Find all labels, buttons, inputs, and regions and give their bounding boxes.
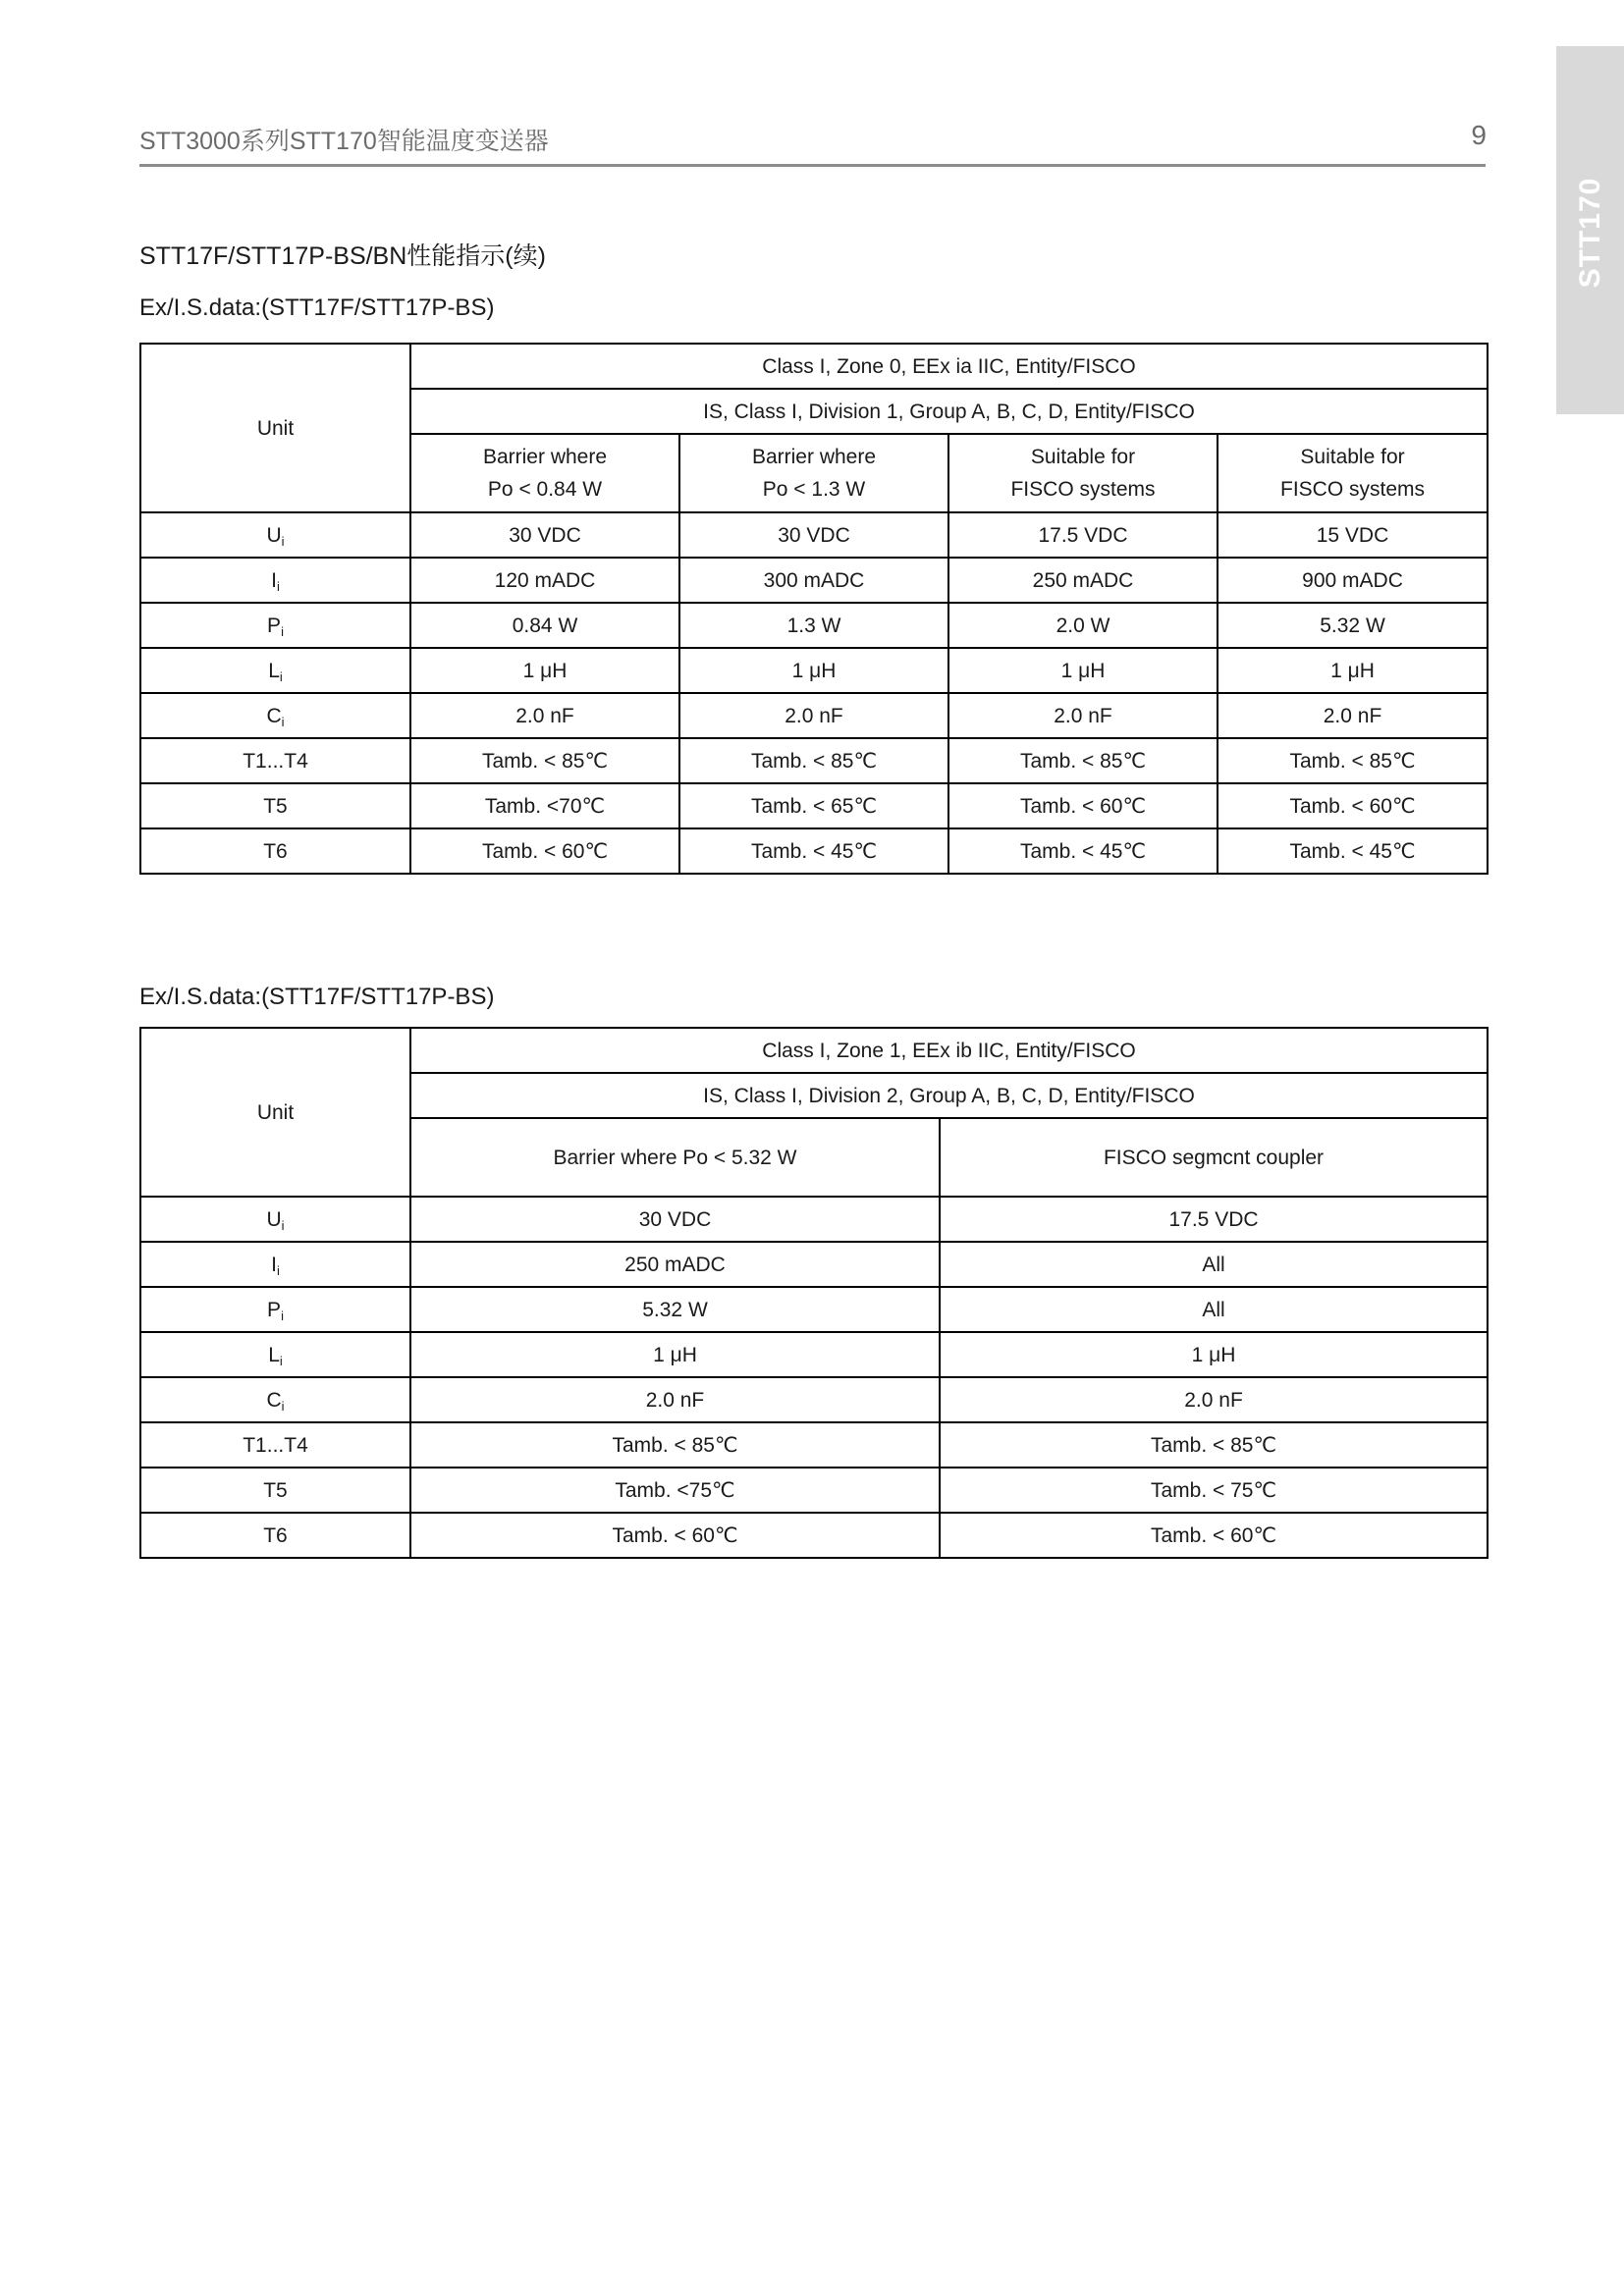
- table-row: [140, 738, 1488, 783]
- table-cell: Tamb. < 85℃: [679, 738, 948, 783]
- table1-column-header: [1218, 434, 1488, 512]
- table1-is-data: [139, 343, 1489, 875]
- side-tab: [1556, 46, 1624, 414]
- table-cell: Tamb. < 60℃: [410, 828, 679, 874]
- table-cell: Tamb. < 85℃: [940, 1422, 1488, 1468]
- document-title: STT3000系列STT170智能温度变送器: [139, 128, 549, 155]
- row-param: T5: [140, 783, 410, 828]
- row-param: $P_i$: [140, 603, 410, 648]
- table-cell: Tamb. <75℃: [410, 1468, 940, 1513]
- table-cell: Tamb. <70℃: [410, 783, 679, 828]
- table-cell: 250 mADC: [410, 1242, 940, 1287]
- row-param: $I_i$: [140, 558, 410, 603]
- table-cell: 1 μH: [410, 1332, 940, 1377]
- table-cell: 2.0 W: [948, 603, 1218, 648]
- table1-col2-line1: Barrier where: [751, 446, 877, 468]
- table-cell: Tamb. < 45℃: [1218, 828, 1488, 874]
- table-cell: 2.0 nF: [1218, 693, 1488, 738]
- side-tab-label: STT170: [1573, 177, 1606, 289]
- table-cell: Tamb. < 75℃: [940, 1468, 1488, 1513]
- table2-class-header: Class I, Zone 1, EEx ib IIC, Entity/FISCO: [410, 1028, 1488, 1073]
- table-cell: Tamb. < 85℃: [948, 738, 1218, 783]
- row-param: T1...T4: [140, 1422, 410, 1468]
- table-cell: Tamb. < 85℃: [410, 1422, 940, 1468]
- row-param: $U_i$: [140, 1197, 410, 1242]
- table1-class-header: Class I, Zone 0, EEx ia IIC, Entity/FISCO: [410, 344, 1488, 389]
- header-divider: [139, 164, 1486, 167]
- table-cell: 5.32 W: [1218, 603, 1488, 648]
- table-cell: 0.84 W: [410, 603, 679, 648]
- table1-col1-line2: Po < 0.84 W: [487, 478, 603, 501]
- table-cell: 900 mADC: [1218, 558, 1488, 603]
- table-row: [140, 1377, 1488, 1422]
- table-row: [140, 512, 1488, 558]
- table-cell: 2.0 nF: [679, 693, 948, 738]
- table-cell: Tamb. < 60℃: [940, 1513, 1488, 1558]
- table1-column-header: [410, 434, 679, 512]
- row-param: T6: [140, 828, 410, 874]
- table-cell: All: [940, 1287, 1488, 1332]
- table1-col1-line1: Barrier where: [482, 446, 608, 468]
- table-cell: 17.5 VDC: [948, 512, 1218, 558]
- table-cell: Tamb. < 60℃: [410, 1513, 940, 1558]
- table-row: [140, 693, 1488, 738]
- table1-unit-header: Unit: [140, 344, 410, 512]
- row-param: $C_i$: [140, 693, 410, 738]
- table-row: [140, 1468, 1488, 1513]
- table-cell: 250 mADC: [948, 558, 1218, 603]
- table-cell: 1 μH: [410, 648, 679, 693]
- table1-caption: Ex/I.S.data:(STT17F/STT17P-BS): [139, 294, 495, 321]
- row-param: $C_i$: [140, 1377, 410, 1422]
- table1-col4-line1: Suitable for: [1300, 446, 1405, 468]
- table2-unit-header: Unit: [140, 1028, 410, 1197]
- row-param: T6: [140, 1513, 410, 1558]
- table-cell: Tamb. < 45℃: [679, 828, 948, 874]
- row-param: $L_i$: [140, 1332, 410, 1377]
- row-param: T5: [140, 1468, 410, 1513]
- row-param: $U_i$: [140, 512, 410, 558]
- table2-caption: Ex/I.S.data:(STT17F/STT17P-BS): [139, 984, 495, 1010]
- table-row: [140, 1513, 1488, 1558]
- table-row: [140, 1422, 1488, 1468]
- table-row: [140, 648, 1488, 693]
- table-cell: 120 mADC: [410, 558, 679, 603]
- table-cell: 30 VDC: [410, 1197, 940, 1242]
- table-cell: Tamb. < 65℃: [679, 783, 948, 828]
- table-cell: 15 VDC: [1218, 512, 1488, 558]
- table-row: [140, 1242, 1488, 1287]
- table-cell: Tamb. < 60℃: [948, 783, 1218, 828]
- table-cell: Tamb. < 85℃: [410, 738, 679, 783]
- table-row: [140, 1332, 1488, 1377]
- table-cell: 5.32 W: [410, 1287, 940, 1332]
- table-row: [140, 603, 1488, 648]
- row-param: $P_i$: [140, 1287, 410, 1332]
- table-cell: Tamb. < 60℃: [1218, 783, 1488, 828]
- table1-col2-line2: Po < 1.3 W: [762, 478, 866, 501]
- table-row: [140, 783, 1488, 828]
- row-param: $L_i$: [140, 648, 410, 693]
- table-row: [140, 1197, 1488, 1242]
- table-cell: 2.0 nF: [940, 1377, 1488, 1422]
- table-cell: Tamb. < 85℃: [1218, 738, 1488, 783]
- table1-header-row-class: [140, 344, 1488, 389]
- table-cell: 1 μH: [940, 1332, 1488, 1377]
- table-cell: 2.0 nF: [410, 693, 679, 738]
- table2-division-header: IS, Class I, Division 2, Group A, B, C, D, Entity/FISCO: [410, 1073, 1488, 1118]
- table-cell: 2.0 nF: [948, 693, 1218, 738]
- page-number: 9: [1471, 120, 1487, 150]
- table-cell: 30 VDC: [679, 512, 948, 558]
- table-cell: 1 μH: [948, 648, 1218, 693]
- table-row: [140, 558, 1488, 603]
- table-cell: Tamb. < 45℃: [948, 828, 1218, 874]
- table2-is-data: [139, 1027, 1489, 1559]
- table-cell: 300 mADC: [679, 558, 948, 603]
- table-row: [140, 828, 1488, 874]
- table1-column-header: [948, 434, 1218, 512]
- table2-header-row-class: [140, 1028, 1488, 1073]
- table-cell: 1.3 W: [679, 603, 948, 648]
- table-cell: 17.5 VDC: [940, 1197, 1488, 1242]
- table-cell: 1 μH: [679, 648, 948, 693]
- table1-col3-line1: Suitable for: [1030, 446, 1136, 468]
- row-param: $I_i$: [140, 1242, 410, 1287]
- row-param: T1...T4: [140, 738, 410, 783]
- table1-division-header: IS, Class I, Division 1, Group A, B, C, D, Entity/FISCO: [410, 389, 1488, 434]
- table-row: [140, 1287, 1488, 1332]
- table-cell: All: [940, 1242, 1488, 1287]
- table-cell: 30 VDC: [410, 512, 679, 558]
- table1-col4-line2: FISCO systems: [1280, 478, 1426, 501]
- table1-col3-line2: FISCO systems: [1010, 478, 1156, 501]
- table-cell: 2.0 nF: [410, 1377, 940, 1422]
- section-title: STT17F/STT17P-BS/BN性能指示(续): [139, 242, 546, 270]
- table-cell: 1 μH: [1218, 648, 1488, 693]
- table2-column-header: FISCO segmcnt coupler: [940, 1118, 1488, 1197]
- table2-column-header: Barrier where Po < 5.32 W: [410, 1118, 940, 1197]
- table1-column-header: [679, 434, 948, 512]
